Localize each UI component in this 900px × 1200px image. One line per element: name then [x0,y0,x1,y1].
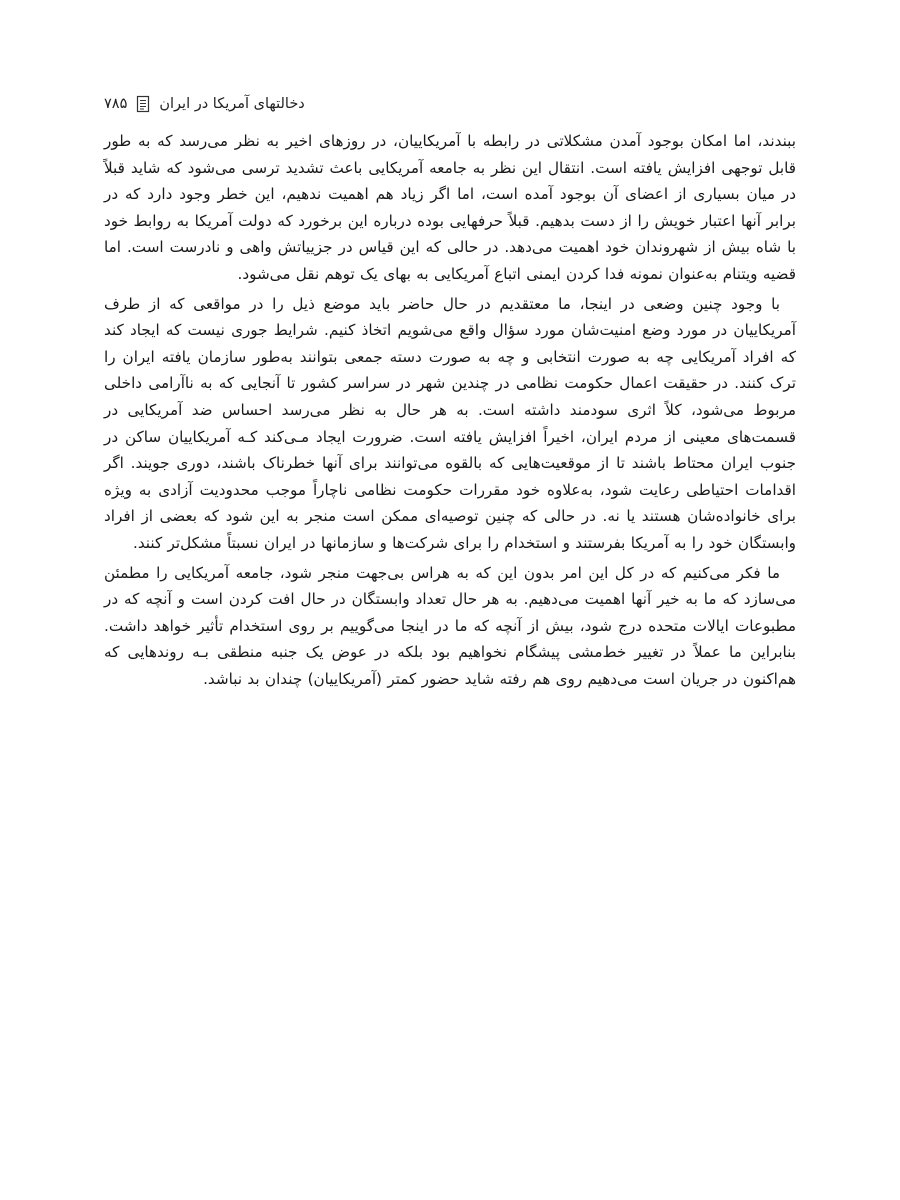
header-title: دخالتهای آمریکا در ایران [159,96,305,112]
body-text [104,128,796,695]
paragraph-1: ببندند، اما امکان بوجود آمدن مشکلاتی در رابطه با آمریکاییان، در روزهای اخیر به نظر می‌رسد که به طور قابل توجهی افزایش یافته است. انتقال این نظر به جامعه آمریکایی باعث تشدید ترسی می‌شود که شاید قبلاً در میان بسیاری از اعضای آن بوجود آمده است، اما اگر زیاد هم اهمیت ندهیم، این خطر وجود دارد که در برابر آنها اعتبار خویش را از دست بدهیم. قبلاً حرفهایی بوده درباره این برخورد که دولت آمریکا به روابط خود با شاه بیش از شهروندان خود اهمیت می‌دهد. در حالی که این قیاس در جزییاتش واهی و نادرست است. اما قضیه ویتنام به‌عنوان نمونه فدا کردن ایمنی اتباع آمریکایی به بهای یک توهم نقل می‌شود. [104,132,796,283]
running-header [104,92,796,116]
document-icon [135,95,151,113]
page-number: ۷۸۵ [104,96,128,112]
paragraph-3: ما فکر می‌کنیم که در کل این امر بدون این که به هراس بی‌جهت منجر شود، جامعه آمریکایی را مطمئن می‌سازد که ما به خیر آنها اهمیت می‌دهیم. به هر حال تعداد وابستگان در حال افت کردن است و آنچه که در مطبوعات ایالات متحده درج شود، بیش از آنچه که ما در اینجا می‌گوییم بر روی استخدام تأثیر خواهد داشت. بنابراین ما عملاً در تغییر خط‌مشی پیشگام نخواهیم بود بلکه در عوض یک جنبه منطقی بـه روندهایی که هم‌اکنون در جریان است می‌دهیم روی هم رفته شاید حضور کمتر (آمریکاییان) چندان بد نباشد. [104,563,796,688]
paragraph-2: با وجود چنین وضعی در اینجا، ما معتقدیم در حال حاضر باید موضع ذیل را در مواقعی که از طرف آمریکاییان در مورد وضع امنیت‌شان مورد سؤال واقع می‌شویم اتخاذ کنیم. شرایط جوری نیست که ایجاد کند که افراد آمریکایی چه به صورت انتخابی و چه به صورت دسته جمعی بتوانند به‌طور سازمان یافته ایران را ترک کنند. در حقیقت اعمال حکومت نظامی در چندین شهر در سراسر کشور تا آنجایی که به ناآرامی داخلی مربوط می‌شود، کلاً اثری سودمند داشته است. به هر حال به نظر می‌رسد احساس ضد آمریکایی در قسمت‌های معینی از مردم ایران، اخیراً افزایش یافته است. ضرورت ایجاد مـی‌کند کـه آمریکاییان ساکن در جنوب ایران محتاط باشند تا از موقعیت‌هایی که بالقوه می‌توانند برای آنها خطرناک باشند، دوری جویند. اگر اقدامات احتیاطی رعایت شود، به‌علاوه خود مقررات حکومت نظامی ناچاراً موجب محدودیت آزادی به ویژه برای خانواده‌شان هستند یا نه. در حالی که چنین توصیه‌ای ممکن است منجر به این شود که بعضی از افراد وابستگان خود را به آمریکا بفرستند و استخدام را برای شرکت‌ها و سازمانها در ایران نسبتاً مشکل‌تر کنند. [104,294,796,552]
